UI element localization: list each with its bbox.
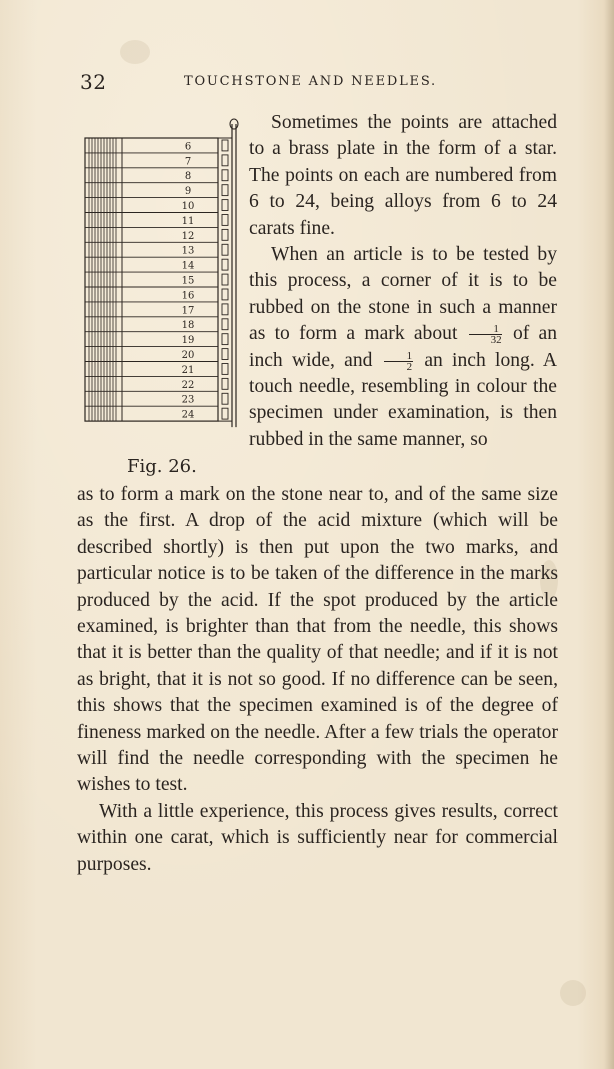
paragraph-1: Sometimes the points are attached to a brass plate in the form of a star. The points on each are numbered from 6 to 24, being alloys from 6 to 24 carats fine. <box>249 112 557 239</box>
needle-clip <box>222 378 228 389</box>
needle-number-18: 18 <box>181 320 195 332</box>
fraction-one-thirty-second <box>469 324 502 345</box>
needle-clip <box>222 170 228 181</box>
fraction-numerator: 1 <box>384 351 414 362</box>
needle-board-illustration <box>84 116 244 446</box>
paragraph-2-text-b: of an inch wide, and <box>249 323 558 371</box>
needle-clip <box>222 229 228 240</box>
page-number: 32 <box>80 70 107 94</box>
needle-number-15: 15 <box>181 275 195 287</box>
paragraph-2-text-c: an inch long. A touch needle, resembling in colour the specimen under examination, is then rubbed in the same manner, so <box>249 349 558 450</box>
paper-stain <box>560 980 586 1006</box>
paragraph-2-start <box>249 242 557 453</box>
needle-number-23: 23 <box>181 394 195 406</box>
needle-number-12: 12 <box>181 230 195 242</box>
running-title: TOUCHSTONE AND NEEDLES. <box>184 74 437 89</box>
needle-number-13: 13 <box>181 245 195 257</box>
needle-clip <box>222 259 228 270</box>
needle-number-8: 8 <box>184 171 192 183</box>
needle-number-24: 24 <box>181 409 195 421</box>
paragraph-3: With a little experience, this process gives results, correct within one carat, which is sufficiently near for commercial purposes. <box>77 800 558 875</box>
needle-clip <box>222 289 228 300</box>
needle-clip <box>222 334 228 345</box>
needle-number-11: 11 <box>181 215 195 227</box>
page-header <box>80 70 560 96</box>
needle-number-19: 19 <box>181 335 195 347</box>
needle-clip <box>222 349 228 360</box>
needle-clip <box>222 304 228 315</box>
needle-number-21: 21 <box>181 364 195 376</box>
fraction-one-half <box>384 351 414 372</box>
needle-number-6: 6 <box>184 141 192 153</box>
paragraph-2-text-a: When an article is to be tested by this process, a corner of it is to be rubbed on the stone in such a manner as to form a mark about <box>249 244 557 345</box>
needle-clip <box>222 319 228 330</box>
figure-caption: Fig. 26. <box>127 456 197 477</box>
page-edge-shadow <box>604 0 614 1069</box>
needle-number-22: 22 <box>181 379 195 391</box>
full-width-text <box>77 482 558 878</box>
board-ring <box>230 119 238 129</box>
needle-clip <box>222 185 228 196</box>
needle-clip <box>222 244 228 255</box>
needle-number-9: 9 <box>184 186 192 198</box>
paper-stain <box>120 40 150 64</box>
needle-number-10: 10 <box>181 201 195 212</box>
needle-clip <box>222 155 228 166</box>
board-frame <box>85 138 218 421</box>
needle-clip <box>222 215 228 226</box>
fraction-numerator: 1 <box>469 324 502 335</box>
needle-clip <box>222 393 228 404</box>
needle-number-14: 14 <box>181 260 195 272</box>
needle-clip <box>222 274 228 285</box>
needle-number-7: 7 <box>184 156 192 168</box>
fraction-denominator: 2 <box>406 360 413 373</box>
fraction-denominator: 32 <box>490 334 502 347</box>
figure-needle-board <box>84 116 244 446</box>
needle-clip <box>222 408 228 419</box>
needle-clip <box>222 200 228 211</box>
paragraph-2-continued: as to form a mark on the stone near to, and of the same size as the first. A drop of the acid mixture (which will be described shortly) is then put upon the two marks, and particular notice is to be taken of the difference in the marks produced by the acid. If the spot produced by the article examined, is brighter than that from the needle, this shows that it is better than the quality of that needle; and if it is not as bright, that it is not so good. If no difference can be seen, this shows that the specimen examined is of the degree of fineness marked on the needle. After a few trials the operator will find the needle corresponding with the specimen he wishes to test. <box>77 484 558 796</box>
needle-number-17: 17 <box>181 305 195 317</box>
needle-clip <box>222 364 228 375</box>
needle-clip <box>222 140 228 151</box>
needle-number-20: 20 <box>181 350 195 361</box>
needle-number-16: 16 <box>181 290 195 302</box>
column-text <box>249 110 557 453</box>
